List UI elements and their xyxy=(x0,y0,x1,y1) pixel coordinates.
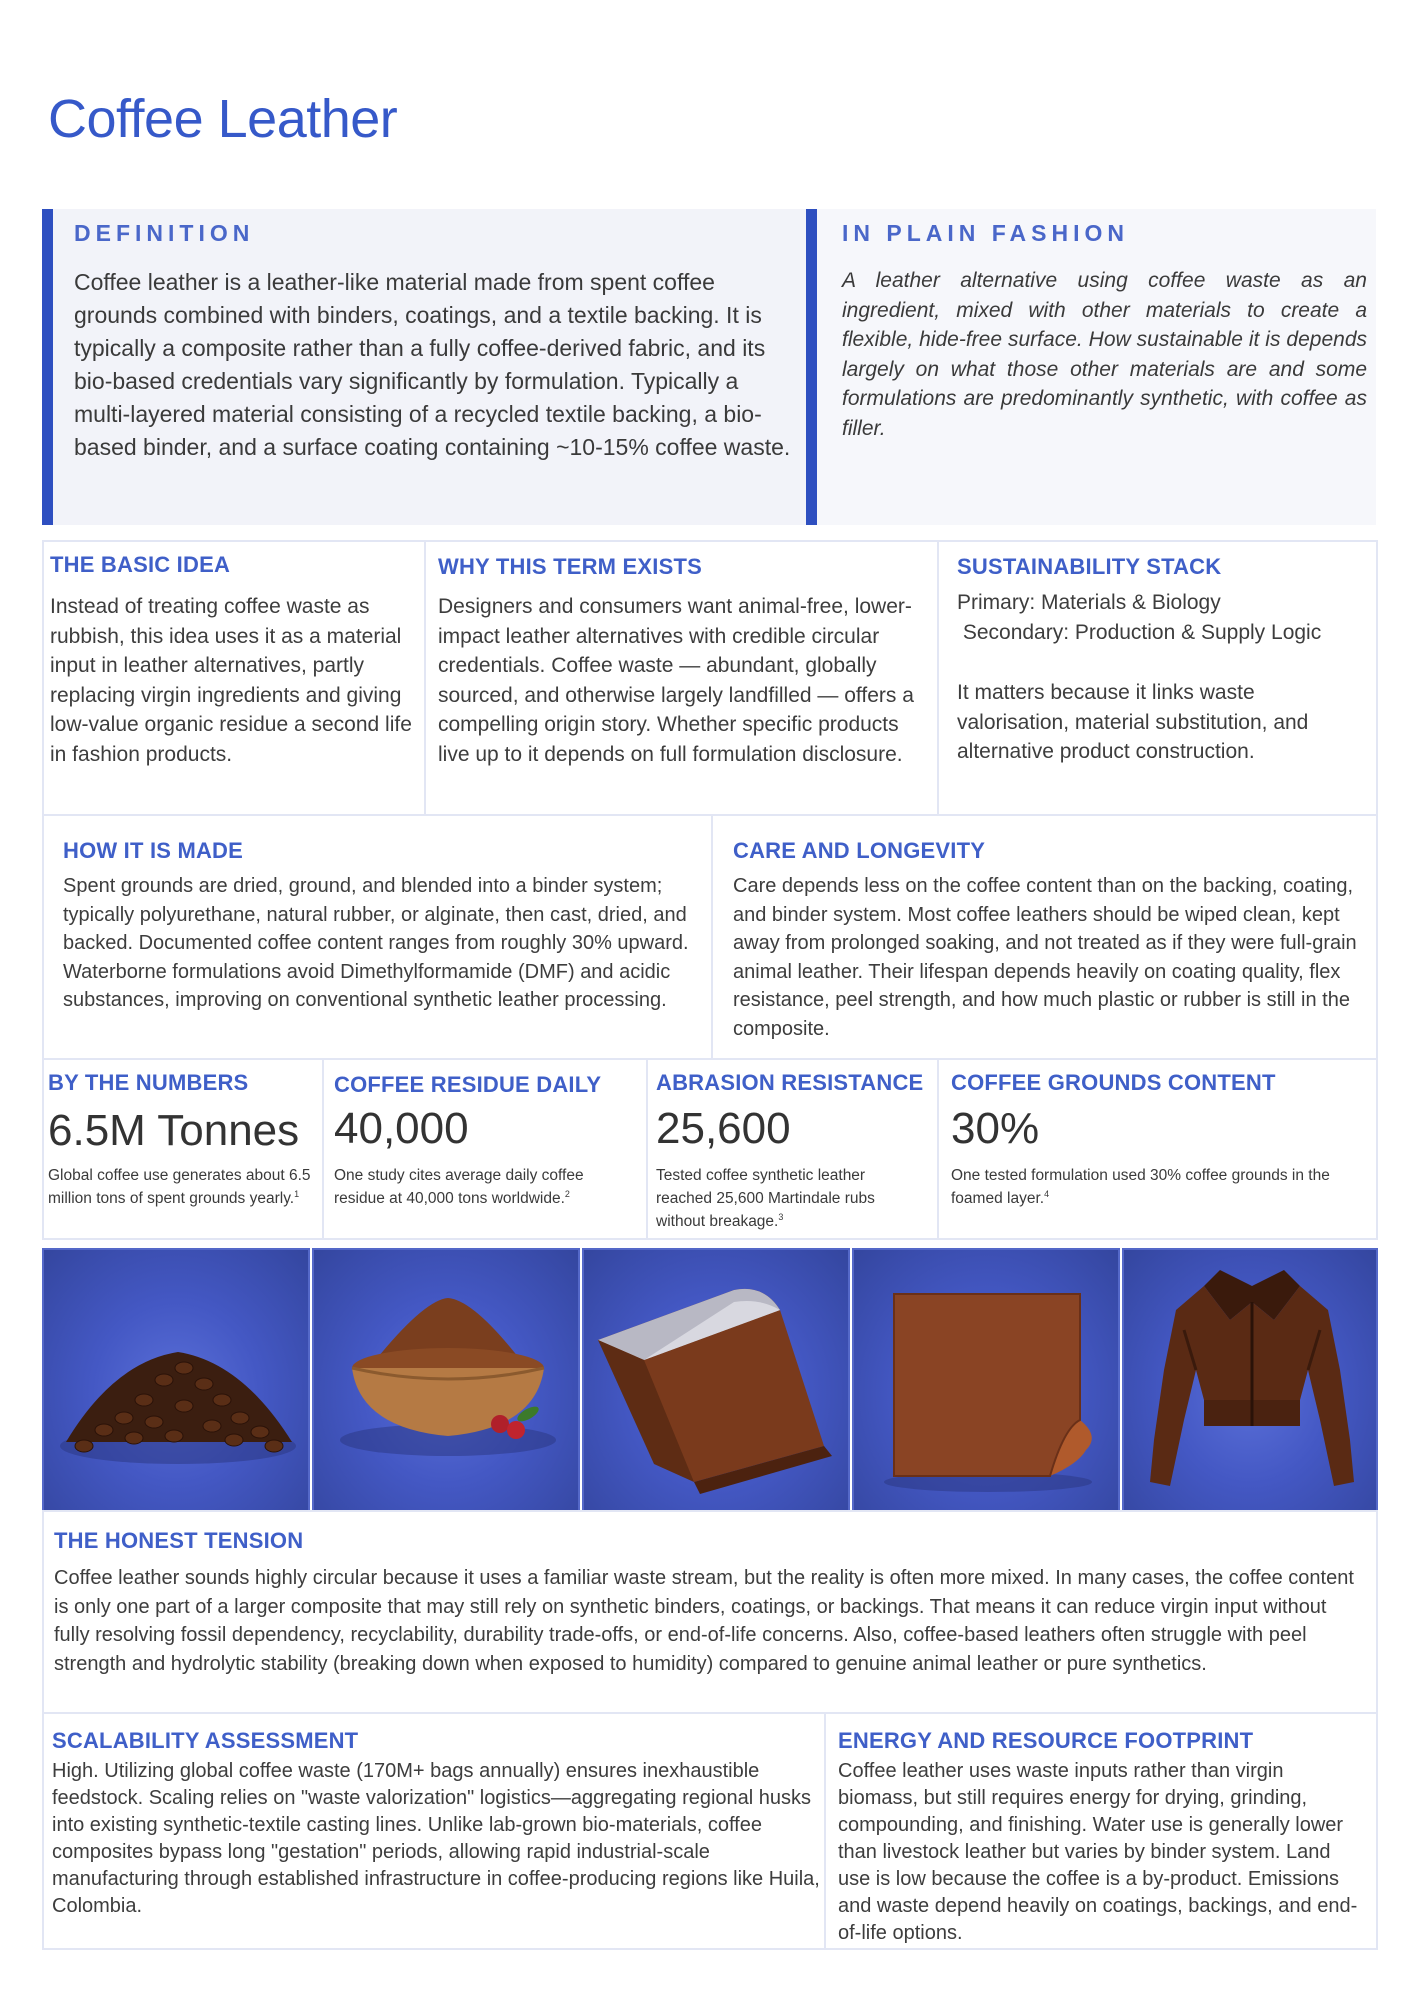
how-made-heading: HOW IT IS MADE xyxy=(63,838,244,863)
how-made-card xyxy=(42,814,713,1060)
plain-fashion-text: A leather alternative using coffee waste as an ingredient, mixed with other materials to create a flexible, hide-free surface. How sustainable it is depends largely on what those other materials are and some formulations are predominantly synthetic, with coffee as filler. xyxy=(842,269,1367,440)
basic-idea-heading: THE BASIC IDEA xyxy=(50,552,231,577)
why-term-text: Designers and consumers want animal-free, lower-impact leather alternatives with credible circular credentials. Coffee waste — abundant, globally sourced, and otherwise largely landfilled — offers a compelling origin story. Whether specific products live up to it depends on full formulation disclosure. xyxy=(438,595,914,766)
energy-heading: ENERGY AND RESOURCE FOOTPRINT xyxy=(838,1728,1254,1753)
plain-fashion-accent-bar xyxy=(806,209,817,525)
scalability-heading: SCALABILITY ASSESSMENT xyxy=(52,1728,359,1753)
plain-fashion-heading: IN PLAIN FASHION xyxy=(842,220,1130,246)
stat-description: Global coffee use generates about 6.5 million tons of spent grounds yearly.$^1$ xyxy=(48,1167,311,1207)
stat-description: One study cites average daily coffee residue at 40,000 tons worldwide.$^2$ xyxy=(334,1167,584,1207)
leather-swatch-icon xyxy=(854,1250,1120,1512)
why-term-card xyxy=(424,540,939,816)
leather-sheet-roll-icon xyxy=(584,1250,850,1512)
stat-card xyxy=(937,1058,1378,1240)
basic-idea-text: Instead of treating coffee waste as rubbish, this idea uses it as a material input in leather alternatives, partly replacing virgin ingredients and giving low-value organic residue a second life in fashion products. xyxy=(50,595,412,766)
coffee-beans-image xyxy=(42,1248,310,1512)
sustainability-stack-heading: SUSTAINABILITY STACK xyxy=(957,554,1222,579)
ground-coffee-bowl-icon xyxy=(314,1250,580,1512)
scalability-text: High. Utilizing global coffee waste (170M+ bags annually) ensures inexhaustible feedstock. Scaling relies on "waste valorization" logistics—aggregating regional husks into existing synthetic-textile casting lines. Unlike lab-grown bio-materials, coffee composites bypass long "gestation" periods, allowing rapid industrial-scale manufacturing through established infrastructure in coffee-producing regions like Huila, Colombia. xyxy=(52,1760,820,1917)
stat-heading: COFFEE RESIDUE DAILY xyxy=(334,1072,602,1097)
leather-sheet-image xyxy=(582,1248,850,1512)
stat-heading: BY THE NUMBERS xyxy=(48,1070,249,1095)
coffee-beans-icon xyxy=(44,1250,310,1512)
sustainability-stack-secondary: Secondary: Production & Supply Logic xyxy=(957,621,1322,644)
stat-heading: COFFEE GROUNDS CONTENT xyxy=(951,1070,1276,1095)
stat-value: 6.5M Tonnes xyxy=(48,1106,300,1155)
stat-heading: ABRASION RESISTANCE xyxy=(656,1070,924,1095)
leather-jacket-icon xyxy=(1124,1250,1378,1512)
sustainability-stack-card xyxy=(937,540,1378,816)
scalability-card xyxy=(42,1712,826,1950)
care-text: Care depends less on the coffee content than on the backing, coating, and binder system. Most coffee leathers should be wiped clean, kept away from prolonged soaking, and not treated as if they were full-grain animal leather. Their lifespan depends heavily on coating quality, flex resistance, peel strength, and how much plastic or rubber is still in the composite. xyxy=(733,875,1357,1040)
stat-value: 30% xyxy=(951,1104,1040,1153)
energy-text: Coffee leather uses waste inputs rather than virgin biomass, but still requires energy for drying, grinding, compounding, and finishing. Water use is generally lower than livestock leather but varies by binder system. Land use is low because the coffee is a by-product. Emissions and waste depend heavily on coatings, backings, and end-of-life options. xyxy=(838,1760,1358,1944)
energy-card xyxy=(824,1712,1378,1950)
leather-swatch-image xyxy=(852,1248,1120,1512)
how-made-text: Spent grounds are dried, ground, and blended into a binder system; typically polyurethane, natural rubber, or alginate, then cast, dried, and backed. Documented coffee content ranges from roughly 30% upward. Waterborne formulations avoid Dimethylformamide (DMF) and acidic substances, improving on conventional synthetic leather processing. xyxy=(63,875,689,1011)
care-heading: CARE AND LONGEVITY xyxy=(733,838,986,863)
honest-tension-text: Coffee leather sounds highly circular because it uses a familiar waste stream, but the reality is often more mixed. In many cases, the coffee content is only one part of a larger composite that may still rely on synthetic binders, coatings, or backings. That means it can reduce virgin input without fully resolving fossil dependency, recyclability, durability trade-offs, or end-of-life concerns. Also, coffee-based leathers often struggle with peel strength and hydrolytic stability (breaking down when exposed to humidity) compared to genuine animal leather or pure synthetics. xyxy=(54,1567,1354,1675)
stat-description: Tested coffee synthetic leather reached 25,600 Martindale rubs without breakage.$^3$ xyxy=(656,1167,875,1230)
leather-jacket-image xyxy=(1122,1248,1378,1512)
stat-description: One tested formulation used 30% coffee grounds in the foamed layer.$^4$ xyxy=(951,1167,1330,1207)
stat-value: 40,000 xyxy=(334,1104,469,1153)
stat-card xyxy=(646,1058,939,1240)
sustainability-stack-text: It matters because it links waste valorisation, material substitution, and alternative product construction. xyxy=(957,681,1309,763)
honest-tension-card xyxy=(42,1510,1378,1716)
stat-card xyxy=(42,1058,324,1240)
definition-text: Coffee leather is a leather-like material made from spent coffee grounds combined with binders, coatings, and a textile backing. It is typically a composite rather than a fully coffee-derived fabric, and its bio-based credentials vary significantly by formulation. Typically a multi-layered material consisting of a recycled textile backing, a bio-based binder, and a surface coating containing ~10-15% coffee waste. xyxy=(74,269,791,460)
basic-idea-card xyxy=(42,540,426,816)
page-title: Coffee Leather xyxy=(48,89,398,149)
ground-coffee-image xyxy=(312,1248,580,1512)
sustainability-stack-primary: Primary: Materials & Biology xyxy=(957,591,1221,614)
why-term-heading: WHY THIS TERM EXISTS xyxy=(438,554,702,579)
definition-heading: DEFINITION xyxy=(74,220,255,246)
stat-value: 25,600 xyxy=(656,1104,791,1153)
honest-tension-heading: THE HONEST TENSION xyxy=(54,1528,304,1553)
care-card xyxy=(711,814,1378,1060)
stat-card xyxy=(322,1058,648,1240)
definition-accent-bar xyxy=(42,209,53,525)
